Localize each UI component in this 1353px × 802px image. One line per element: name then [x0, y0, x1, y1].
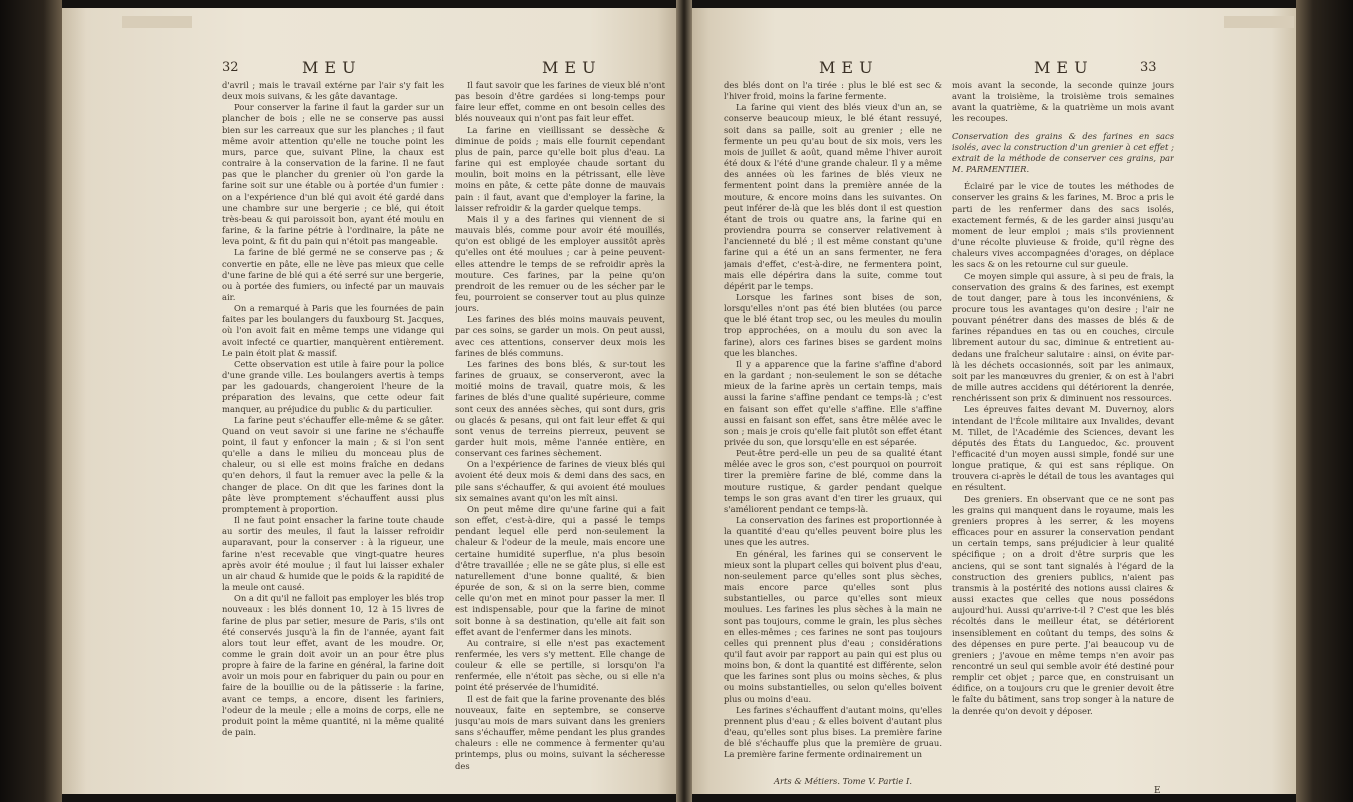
running-header: MEU [302, 58, 362, 77]
paragraph: Les épreuves faites devant M. Duvernoy, alors intendant de l'École militaire aux Invalides, devant M. Tillet, de l'Académie des Sciences, devant les députés des États du Languedoc, &c. prouvent l'efficacité d'un moyen aussi simple, fondé sur une longue pratique, & qui est sans réplique. On trouvera ci-après le détail de tous les avantages qui en résultent. [952, 404, 1174, 493]
paragraph: Mais il y a des farines qui viennent de si mauvais blés, comme pour avoir été mouillés, qu'on est obligé de les employer aussitôt après qu'elles ont été moulues ; car à peine peuvent-elles attendre le temps de se refroidir après la mouture. Ces farines, par la peine qu'on prendroit de les remuer ou de les sécher par le feu, pourroient se conserver tout au plus quinze jours. [455, 213, 665, 314]
paragraph: La farine en vieillissant se dessèche & diminue de poids ; mais elle fournit cependant plus de pain, parce qu'elle boit plus d'eau. La farine qui est employée chaude sortant du moulin, boit moins en la pétrissant, elle lève moins en pâte, & cette pâte donne de mauvais pain : il faut, avant que d'employer la farine, la laisser refroidir & la garder quelque temps. [455, 124, 665, 213]
paragraph: Les farines des blés moins mauvais peuvent, par ces soins, se garder un mois. On peut aussi, avec ces attentions, conserver deux mois les farines de blés communs. [455, 314, 665, 358]
section-heading-note: Conservation des grains & des farines en sacs isolés, avec la construction d'un grenier à cet effet ; extrait de la méthode de conserver ces grains, par M. PARMENTIER. [952, 130, 1174, 175]
paragraph: La farine peut s'échauffer elle-même & se gâter. Quand on veut savoir si une farine ne s'échauffe point, il faut y enfoncer la main ; & si l'on sent qu'elle a dans le milieu du monceau plus de chaleur, ou si elle est moins fraîche en dedans qu'en dehors, il faut la remuer avec la pelle & la changer de place. On dit que les farines dont la pâte lève promptement s'échauffent aussi plus promptement à proportion. [222, 414, 444, 514]
paragraph: Des greniers. En observant que ce ne sont pas les grains qui manquent dans le royaume, mais les greniers propres à les serrer, & les moyens efficaces pour en assurer la conservation pendant un certain temps, sans préjudicier à leur qualité spécifique ; on a droit d'être surpris que les anciens, qui se sont tant signalés à l'égard de la construction des greniers publics, n'aient pas transmis à la postérité des notions aussi claires & aussi exactes que celles que nous possédons aujourd'hui. Aussi qu'arrive-t-il ? C'est que les blés récoltés dans le meilleur état, se détériorent insensiblement en coûtant du temps, des soins & des dépenses en pure perte. J'ai beaucoup vu de greniers ; j'avoue en même temps n'en avoir pas rencontré un seul qui semble avoir été destiné pour remplir cet objet ; parce que, en construisant un édifice, on a toujours cru que le grenier devoit être le faîte du bâtiment, sans trop songer à la nature de la denrée qu'on devoit y déposer. [952, 493, 1174, 716]
paragraph: Au contraire, si elle n'est pas exactement renfermée, les vers s'y mettent. Elle change de couleur & elle se pertille, si lorsqu'on l'a renfermée, elle n'étoit pas sèche, ou si elle n'a point été préservée de l'humidité. [455, 637, 665, 693]
paragraph: La farine de blé germé ne se conserve pas ; & convertie en pâte, elle ne lève pas mieux que celle d'une farine de blé qui a été serré sur une bergerie, ou à portée des fumiers, ou infecté par un mauvais air. [222, 247, 444, 302]
signature-mark: E [1154, 786, 1161, 794]
running-header-right-col: MEU [1034, 58, 1094, 77]
page-number: 33 [1140, 60, 1157, 75]
page-tab [1224, 16, 1294, 28]
paragraph: On a l'expérience de farines de vieux blés qui avoient été deux mois & demi dans des sacs, en pile sans s'échauffer, & qui avoient été moulues six semaines avant qu'on les mît ainsi. [455, 459, 665, 503]
paragraph: Lorsque les farines sont bises de son, lorsqu'elles n'ont pas été bien blutées (ou parce que le blé étant trop sec, ou les meules du moulin trop approchées, on a moulu du son avec la farine), alors ces farines bises se gardent moins que les blanches. [724, 291, 942, 358]
left-column-2 [455, 80, 665, 780]
left-column-1 [222, 80, 444, 770]
page-tab [122, 16, 192, 28]
paragraph: mois avant la seconde, la seconde quinze jours avant la troisième, la troisième trois semaines avant la quatrième, & la quatrième un mois avant les recoupes. [952, 80, 1174, 124]
paragraph: Il y a apparence que la farine s'affine d'abord en la gardant ; non-seulement le son se détache mieux de la farine après un certain temps, mais aussi la farine s'affine pendant ce temps-là ; c'est en faisant son effet qu'elle s'affine. Elle s'affine aussi en faisant son effet, sans être mêlée avec le son ; mais je crois qu'elle fait plutôt son effet étant privée du son, que lorsqu'elle en est séparée. [724, 358, 942, 447]
paragraph: Les farines des bons blés, & sur-tout les farines de gruaux, se conserveront, avec la moitié moins de travail, quatre mois, & les farines de blés d'une qualité supérieure, comme sont ceux des années sèches, qui sont durs, gris ou glacés & pesans, qui ont fait leur effet & qui sont venus de terreins pierreux, peuvent se garder huit mois, même l'année entière, en conservant ces farines sèchement. [455, 358, 665, 459]
running-header-right-col: MEU [542, 58, 602, 77]
paragraph: En général, les farines qui se conservent le mieux sont la plupart celles qui boivent plus d'eau, non-seulement parce qu'elles sont plus sèches, mais encore parce qu'elles sont plus substantielles, ou parce qu'elles sont mieux moulues. Les farines les plus sèches à la main ne sont pas toujours, comme le grain, les plus sèches en elles-mêmes ; ces farines ne sont pas toujours celles qui prennent plus d'eau ; considérations qu'il faut avoir par rapport au pain qui est plus ou moins bon, & dont la quantité est différente, selon que les farines sont plus ou moins sèches, & plus ou moins substantielles, ou selon qu'elles boivent plus ou moins d'eau. [724, 548, 942, 704]
paragraph: On a dit qu'il ne falloit pas employer les blés trop nouveaux : les blés donnent 10, 12 à 15 livres de farine de plus par setier, mesure de Paris, s'ils ont été conservés jusqu'à la fin de l'année, ayant fait alors tout leur effet, avant de les moudre. Or, comme le grain doit avoir un an pour être plus propre à faire de la farine en général, la farine doit avoir un mois pour en fabriquer du pain ou pour en faire de la bouillie ou de la pâtisserie : la farine, avant ce temps, a encore, disent les fariniers, l'odeur de la meule ; elle a moins de corps, elle ne produit point la même quantité, ni la même qualité de pain. [222, 593, 444, 738]
page-footer: Arts & Métiers. Tome V. Partie I. [774, 776, 912, 786]
paragraph: Les farines s'échauffent d'autant moins, qu'elles prennent plus d'eau ; & elles boivent d'autant plus d'eau, qu'elles sont plus bises. La première farine de blé s'échauffe plus que la première de gruau. La première farine fermente ordinairement un [724, 704, 942, 760]
paragraph: On a remarqué à Paris que les fournées de pain faites par les boulangers du fauxbourg St. Jacques, où l'on avoit fait en même temps une vidange qui avoit infecté ce quartier, manquèrent entièrement. Le pain étoit plat & massif. [222, 303, 444, 358]
running-header: MEU [819, 58, 879, 77]
book-edge-right [1296, 0, 1353, 802]
paragraph: Peut-être perd-elle un peu de sa qualité étant mêlée avec le gros son, c'est pourquoi on pourroit tirer la première farine de blé, comme dans la mouture rustique, & garder pendant quelque temps le son gras avant d'en tirer les gruaux, qui s'améliorent pendant ce temps-là. [724, 448, 942, 514]
paragraph: Ce moyen simple qui assure, à si peu de frais, la conservation des grains & des farines, est exempt de tout danger, pare à tous les inconvéniens, & procure tous les avantages qu'on desire ; l'air ne pouvant pénétrer dans des masses de blés & de farines répandues en tas ou en couches, circule librement autour du sac, diminue & entretient au-dedans une fraîcheur salutaire : ainsi, on évite par-là les déchets occasionnés, soit par les animaux, soit par les manœuvres du grenier, & on est à l'abri de mille autres accidens qui détériorent la denrée, renchérissent son prix & diminuent nos ressources. [952, 270, 1174, 404]
right-page [684, 8, 1296, 794]
book-edge-left [0, 0, 62, 802]
paragraph: On peut même dire qu'une farine qui a fait son effet, c'est-à-dire, qui a passé le temps pendant lequel elle perd non-seulement la chaleur & l'odeur de la meule, mais encore une certaine humidité superflue, n'a plus besoin d'être travaillée ; elle ne se gâte plus, si elle est naturellement d'une bonne qualité, & bien épurée de son, & si on la serre bien, comme celle qu'on met en minot pour passer la mer. Il est indispensable, pour que la farine de minot soit bonne à sa destination, qu'elle ait fait son effet avant de l'enfermer dans les minots. [455, 503, 665, 637]
paragraph: Éclairé par le vice de toutes les méthodes de conserver les grains & les farines, M. Broc a pris le parti de les renfermer dans des sacs isolés, exactement fermés, & de les garder ainsi jusqu'au moment de leur emploi ; mais s'ils proviennent d'une récolte pluvieuse & froide, qu'il règne des chaleurs vives accompagnées d'orages, on déplace les sacs & on les retourne cul sur gueule. [952, 181, 1174, 270]
paragraph: Il ne faut point ensacher la farine toute chaude au sortir des meules, il faut la laisser refroidir auparavant, pour la conserver : à la rigueur, une farine n'est recevable que vingt-quatre heures après avoir été moulue ; il faut lui laisser exhaler un air chaud & humide que le poids & la rapidité de la meule ont causé. [222, 515, 444, 593]
right-column-2 [952, 80, 1174, 780]
right-column-1 [724, 80, 942, 772]
paragraph: La farine qui vient des blés vieux d'un an, se conserve beaucoup mieux, le blé étant ressuyé, soit dans sa paille, soit au grenier ; elle ne fermente un peu qu'au bout de six mois, vers les mois de juillet & août, quand même l'hiver auroit été doux & l'été d'une grande chaleur. Il y a même des années où les farines de blés vieux ne fermentent point dans la première année de la mouture, & encore moins dans les suivantes. On peut inférer de-là que les blés dont il est question étant de trois ou quatre ans, la farine qui en proviendra pourra se conserver relativement à l'ancienneté du blé ; il est même constant qu'une farine qui a été un an sans fermenter, ne fera jamais d'effet, c'est-à-dire, ne fermentera point, mais elle dépérira dans la suite, comme tout dépérit par le temps. [724, 102, 942, 291]
paragraph: Cette observation est utile à faire pour la police d'une grande ville. Les boulangers avertis à temps par les gadouards, changeroient l'heure de la préparation des levains, que cette odeur fait manquer, au préjudice du public & du particulier. [222, 358, 444, 414]
left-page [62, 8, 682, 794]
paragraph: des blés dont on l'a tirée : plus le blé est sec & l'hiver froid, moins la farine fermente. [724, 80, 942, 102]
paragraph: Pour conserver la farine il faut la garder sur un plancher de bois ; elle ne se conserve pas aussi bien sur les carreaux que sur les planches ; il faut même avoir attention qu'elle ne touche point les murs, parce que, suivant Pline, la chaux est contraire à la conservation de la farine. Il ne faut pas que le plancher du grenier où l'on garde la farine soit sur une étable ou à portée d'un fumier : on a l'expérience d'un blé qui avoit été gardé dans une chambre sur une bergerie ; ce blé, qui étoit très-beau & qui paroissoit bon, ayant été moulu en farine, & la farine pétrie à l'ordinaire, la pâte ne leva point, & fit du pain qui n'étoit pas mangeable. [222, 102, 444, 247]
book-gutter [676, 0, 692, 802]
paragraph: Il faut savoir que les farines de vieux blé n'ont pas besoin d'être gardées si long-temps pour faire leur effet, comme en ont besoin celles des blés nouveaux qui n'ont pas fait leur effet. [455, 80, 665, 124]
paragraph: Il est de fait que la farine provenante des blés nouveaux, faite en septembre, se conserve jusqu'au mois de mars suivant dans les greniers sans s'échauffer, même pendant les plus grandes chaleurs : elle ne commence à fermenter qu'au printemps, plus ou moins, suivant la sécheresse des [455, 693, 665, 771]
page-number: 32 [222, 60, 239, 75]
paragraph: d'avril ; mais le travail extérne par l'air s'y fait les deux mois suivans, & les gâte davantage. [222, 80, 444, 102]
paragraph: La conservation des farines est proportionnée à la quantité d'eau qu'elles peuvent boire plus les unes que les autres. [724, 515, 942, 548]
